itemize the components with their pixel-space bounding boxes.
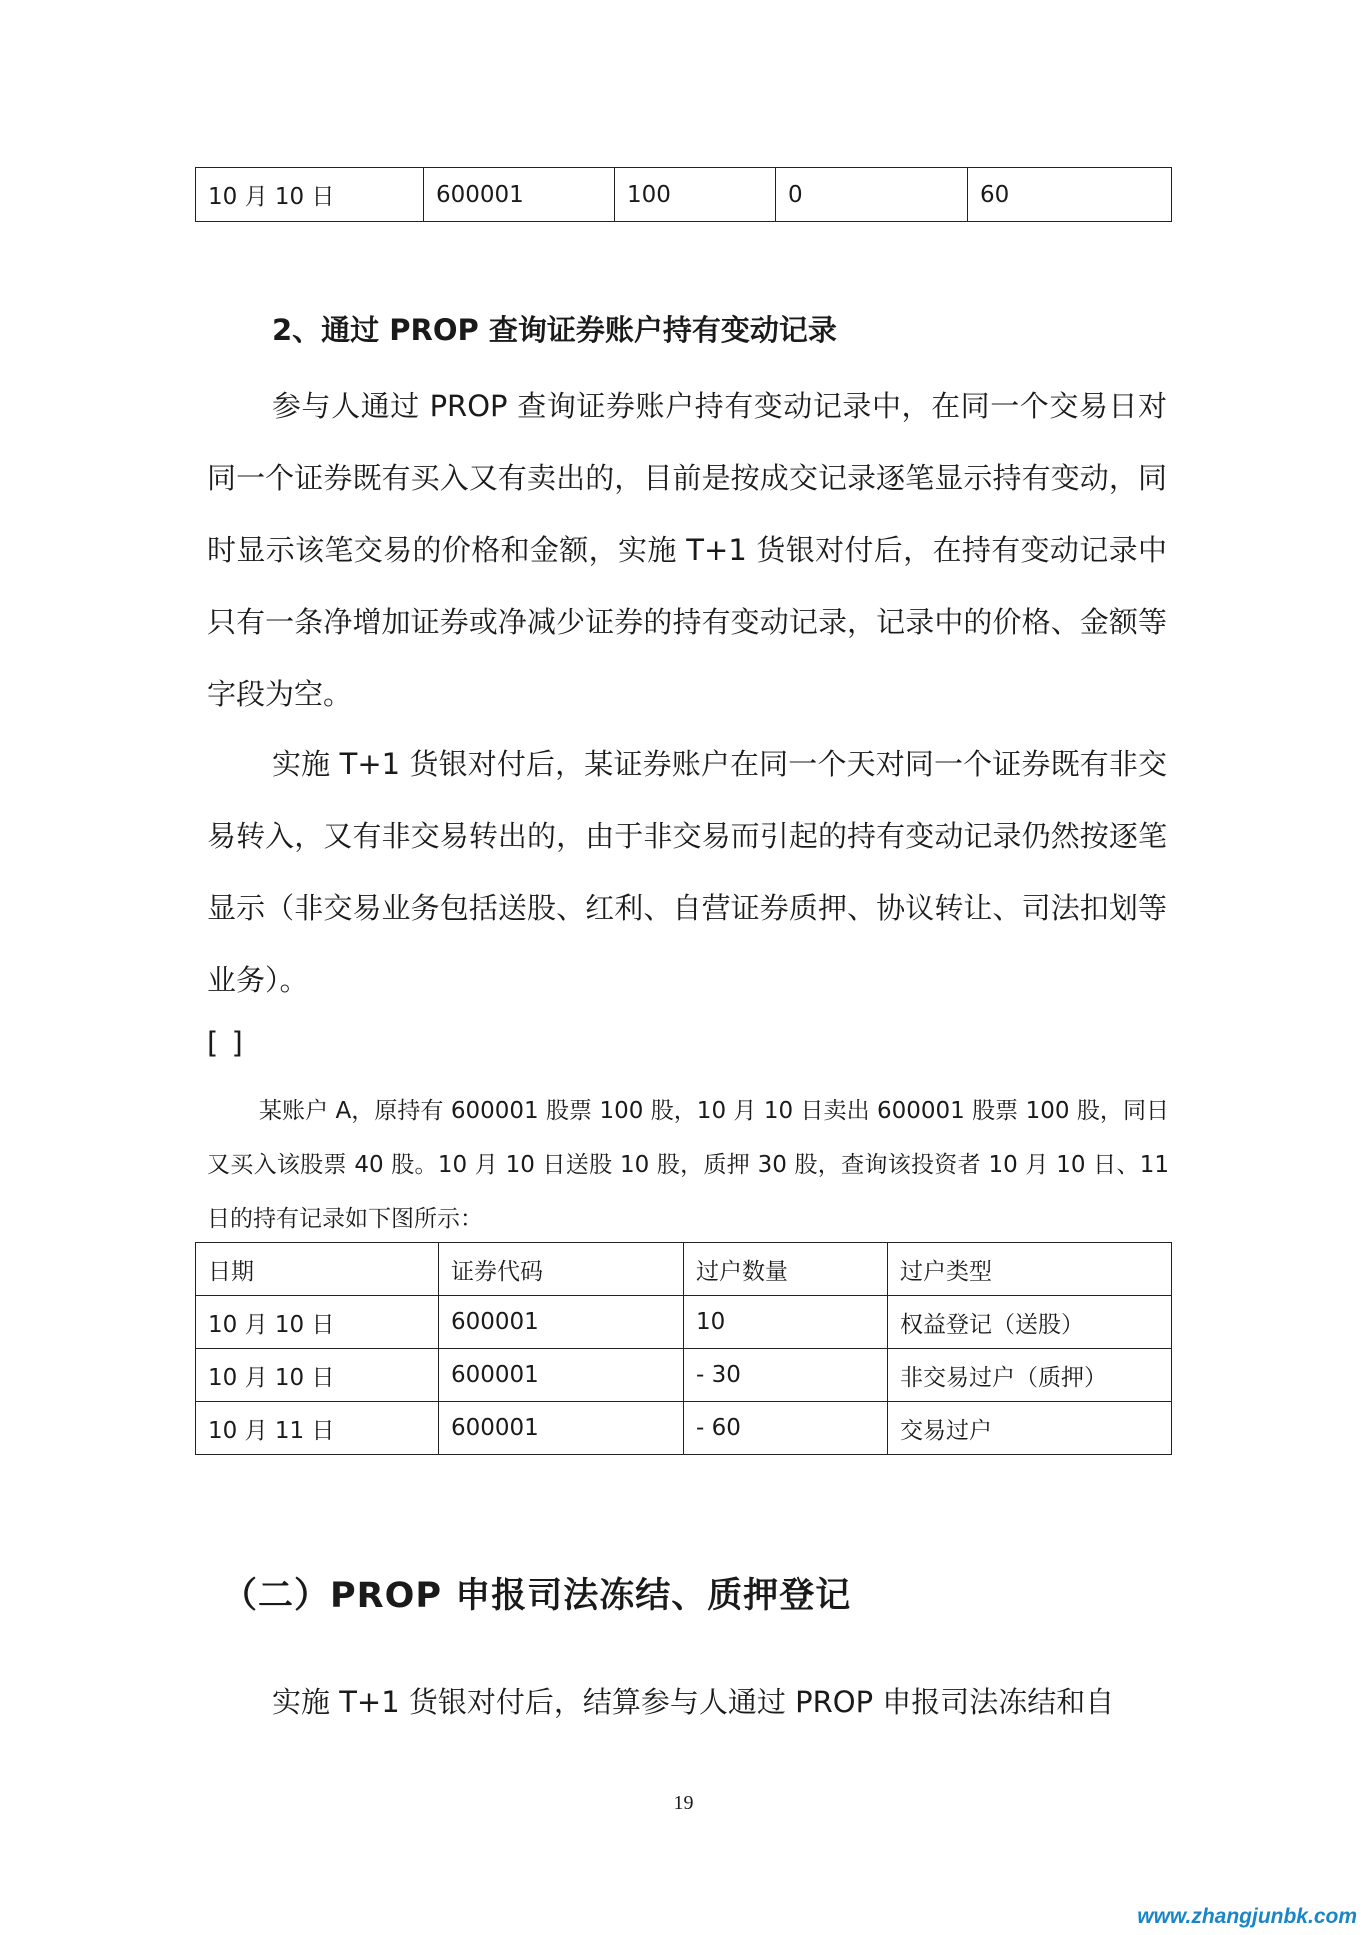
table-row: [196, 1402, 1172, 1455]
security-code-cell: 600001: [439, 1296, 684, 1349]
holding-change-table-continued: [195, 167, 1172, 222]
quantity-cell: - 30: [684, 1349, 888, 1402]
header-date: 日期: [196, 1243, 439, 1296]
holding-record-table: [195, 1242, 1172, 1455]
security-code-cell: 600001: [439, 1349, 684, 1402]
subsection-heading: 2、通过 PROP 查询证券账户持有变动记录: [272, 313, 837, 347]
value-cell: 60: [968, 168, 1172, 222]
example-paragraph: 某账户 A，原持有 600001 股票 100 股，10 月 10 日卖出 600001 股票 100 股，同日又买入该股票 40 股。10 月 10 日送股 10 股，质押 30 股，查询该投资者 10 月 10 日、11 日的持有记录如下图所示：: [207, 1098, 1169, 1232]
body-paragraph-2: 实施 T+1 货银对付后，某证券账户在同一个天对同一个证券既有非交易转入，又有非交易转出的，由于非交易而引起的持有变动记录仍然按逐笔显示（非交易业务包括送股、红利、自营证券质押、协议转让、司法扣划等业务）。: [207, 747, 1167, 997]
site-watermark: www.zhangjunbk.com: [1137, 1905, 1357, 1928]
quantity-cell: - 60: [684, 1402, 888, 1455]
transfer-type-cell: 权益登记（送股）: [888, 1296, 1172, 1349]
header-transfer-quantity: 过户数量: [684, 1243, 888, 1296]
transfer-type-cell: 非交易过户（质押）: [888, 1349, 1172, 1402]
section-heading: （二）PROP 申报司法冻结、质押登记: [222, 1576, 852, 1616]
table-row: [196, 1296, 1172, 1349]
security-code-cell: 600001: [424, 168, 615, 222]
transfer-type-cell: 交易过户: [888, 1402, 1172, 1455]
date-cell: 10 月 10 日: [196, 1349, 439, 1402]
date-cell: 10 月 10 日: [196, 168, 424, 222]
quantity-cell: 10: [684, 1296, 888, 1349]
table-row: [196, 1349, 1172, 1402]
page-number: 19: [673, 1792, 694, 1814]
table-row: [196, 168, 1172, 222]
value-cell: 0: [776, 168, 968, 222]
security-code-cell: 600001: [439, 1402, 684, 1455]
body-paragraph-3: 实施 T+1 货银对付后，结算参与人通过 PROP 申报司法冻结和自: [272, 1685, 1115, 1719]
date-cell: 10 月 10 日: [196, 1296, 439, 1349]
quantity-cell: 100: [615, 168, 776, 222]
header-transfer-type: 过户类型: [888, 1243, 1172, 1296]
date-cell: 10 月 11 日: [196, 1402, 439, 1455]
table-header-row: [196, 1243, 1172, 1296]
body-paragraph-1: 参与人通过 PROP 查询证券账户持有变动记录中，在同一个交易日对同一个证券既有买入又有卖出的，目前是按成交记录逐笔显示持有变动，同时显示该笔交易的价格和金额，实施 T+1 货银对付后，在持有变动记录中只有一条净增加证券或净减少证券的持有变动记录，记录中的价格、金额等字段为空。: [207, 389, 1167, 711]
header-security-code: 证券代码: [439, 1243, 684, 1296]
example-bracket-label: [ ]: [207, 1026, 245, 1060]
